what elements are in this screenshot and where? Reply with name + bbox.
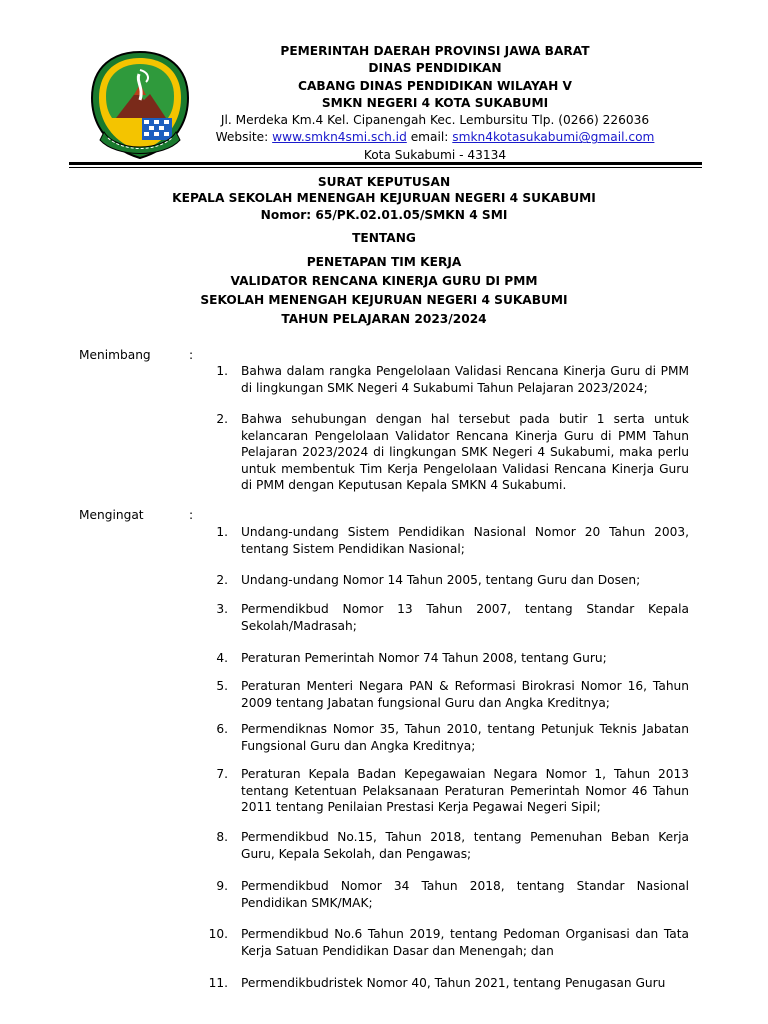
mengingat-item-number: 2. [216,573,228,587]
decree-issuer: KEPALA SEKOLAH MENENGAH KEJURUAN NEGERI 4 SUKABUMI [172,191,596,205]
mengingat-item-number: 6. [216,722,228,736]
decree-number: Nomor: 65/PK.02.01.05/SMKN 4 SMI [260,208,508,222]
mengingat-item-text: Permendikbud No.15, Tahun 2018, tentang Pemenuhan Beban Kerja Guru, Kepala Sekolah, dan Pengawas; [241,830,689,861]
mengingat-item-text: Permendikbudristek Nomor 40, Tahun 2021, tentang Penugasan Guru [241,976,666,990]
mengingat-item-number: 8. [216,830,228,844]
website-label: Website: [215,130,269,145]
mengingat-item-number: 7. [216,767,228,781]
decree-about: TENTANG [352,231,416,245]
letterhead-city: Kota Sukabumi - 43134 [363,147,507,162]
decree-subject-3: SEKOLAH MENENGAH KEJURUAN NEGERI 4 SUKABUMI [200,293,568,307]
letterhead-office: DINAS PENDIDIKAN [368,61,502,76]
menimbang-item-number: 1. [216,364,228,378]
letterhead-branch: CABANG DINAS PENDIDIKAN WILAYAH V [298,78,572,93]
email-label: email: [410,130,449,145]
mengingat-item-text: Peraturan Kepala Badan Kepegawaian Negara Nomor 1, Tahun 2013 tentang Ketentuan Pelaksanaan Peraturan Pemerintah Nomor 46 Tahun 2011 tentang Penilaian Prestasi Kerja Pegawai Negeri Sipil; [241,767,689,814]
mengingat-item-number: 1. [216,525,228,539]
letterhead [0,40,768,162]
letterhead-school: SMKN NEGERI 4 KOTA SUKABUMI [321,95,549,110]
decree-subject-2: VALIDATOR RENCANA KINERJA GURU DI PMM [230,274,538,288]
menimbang-item-number: 2. [216,412,228,426]
email-link[interactable]: smkn4kotasukabumi@gmail.com [452,130,655,145]
mengingat-item-text: Permendikbud No.6 Tahun 2019, tentang Pedoman Organisasi dan Tata Kerja Satuan Pendidikan Dasar dan Menengah; dan [241,927,689,958]
mengingat-item-text: Undang-undang Sistem Pendidikan Nasional Nomor 20 Tahun 2003, tentang Sistem Pendidikan Nasional; [241,525,689,556]
letterhead-divider-thick [69,162,702,165]
decree-subject-1: PENETAPAN TIM KERJA [306,255,462,269]
decree-type: SURAT KEPUTUSAN [317,175,451,189]
mengingat-item-number: 3. [216,602,228,616]
mengingat-item-number: 10. [208,927,228,941]
website-link[interactable]: www.smkn4smi.sch.id [272,130,407,145]
menimbang-label: Menimbang [79,348,151,362]
letterhead-address: Jl. Merdeka Km.4 Kel. Cipanengah Kec. Lembursitu Tlp. (0266) 226036 [220,113,650,128]
mengingat-item-text: Permendikbud Nomor 13 Tahun 2007, tentang Standar Kepala Sekolah/Madrasah; [241,602,689,633]
letterhead-divider-thin [69,167,702,168]
mengingat-item-number: 9. [216,879,228,893]
mengingat-item-number: 5. [216,679,228,693]
mengingat-colon: : [189,508,194,522]
menimbang-item-text: Bahwa dalam rangka Pengelolaan Validasi Rencana Kinerja Guru di PMM di lingkungan SMK Negeri 4 Sukabumi Tahun Pelajaran 2023/2024; [241,364,689,395]
mengingat-item-text: Permendiknas Nomor 35, Tahun 2010, tentang Petunjuk Teknis Jabatan Fungsional Guru dan Angka Kreditnya; [241,722,689,753]
letterhead-text [200,43,670,164]
decree-subject-4: TAHUN PELAJARAN 2023/2024 [281,312,487,326]
menimbang-item-text: Bahwa sehubungan dengan hal tersebut pada butir 1 serta untuk kelancaran Pengelolaan Validator Rencana Kinerja Guru di PMM Tahun Pelajaran 2023/2024 di lingkungan SMK Negeri 4 Sukabumi, maka perlu untuk membentuk Tim Kerja Pengelolaan Validasi Rencana Kinerja Guru di PMM dengan Keputusan Kepala SMKN 4 Sukabumi. [241,412,689,492]
mengingat-item-number: 4. [216,651,228,665]
menimbang-colon: : [189,348,194,362]
mengingat-item-text: Peraturan Pemerintah Nomor 74 Tahun 2008, tentang Guru; [241,651,607,665]
letterhead-government: PEMERINTAH DAERAH PROVINSI JAWA BARAT [280,44,590,58]
mengingat-item-text: Undang-undang Nomor 14 Tahun 2005, tentang Guru dan Dosen; [241,573,641,587]
mengingat-item-text: Permendikbud Nomor 34 Tahun 2018, tentang Standar Nasional Pendidikan SMK/MAK; [241,879,689,910]
mengingat-label: Mengingat [79,508,144,522]
west-java-emblem-logo [88,48,192,160]
mengingat-item-number: 11. [208,976,228,990]
mengingat-item-text: Peraturan Menteri Negara PAN & Reformasi Birokrasi Nomor 16, Tahun 2009 tentang Jabatan fungsional Guru dan Angka Kreditnya; [241,679,689,710]
letterhead-contacts [200,129,670,146]
